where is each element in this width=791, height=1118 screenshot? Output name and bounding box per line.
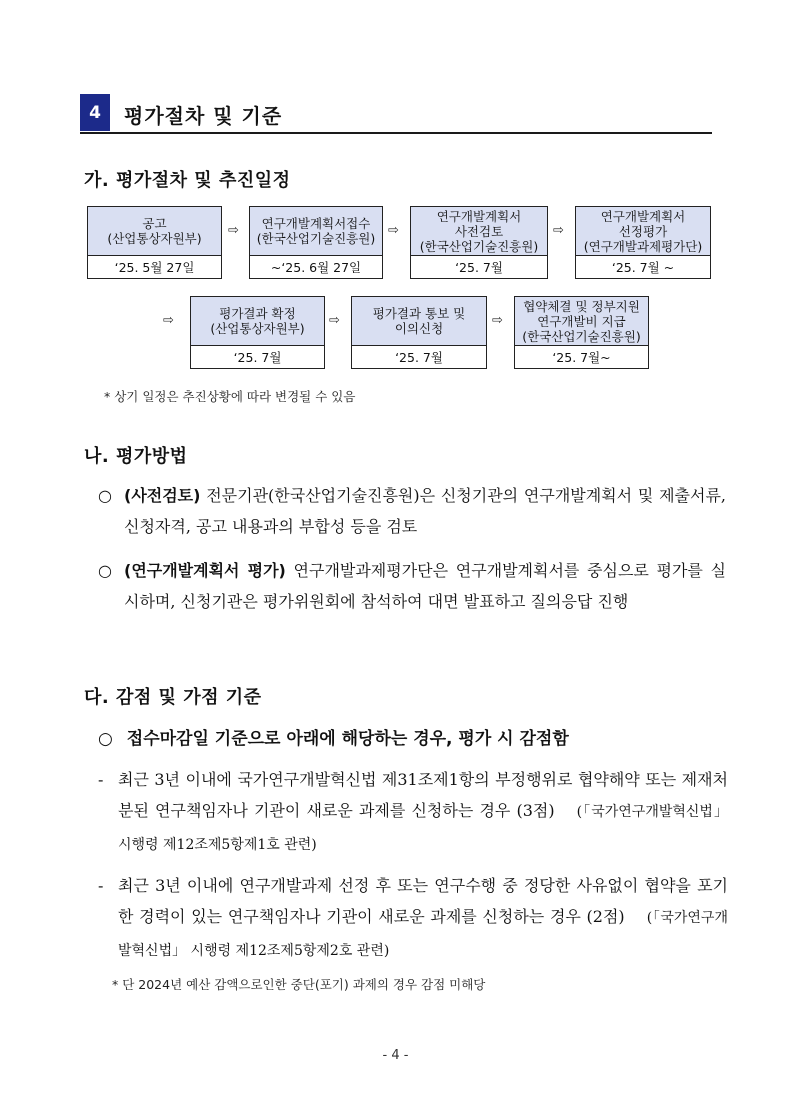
flow-step-3-line-2: 사전검토 — [454, 223, 504, 239]
flow-step-3-date: ‘25. 7월 — [455, 260, 503, 275]
flow-step-4 — [575, 206, 711, 279]
circle-bullet-icon: ○ — [98, 729, 113, 749]
flow-step-7-line-2: 연구개발비 지급 — [537, 313, 626, 329]
deduction-item-1-ref: (「국가연구개발혁신법」 시행령 제12조제5항제1호 관련) — [118, 804, 728, 853]
flow-step-1-date: ‘25. 5월 27일 — [114, 260, 195, 275]
section-title: 평가절차 및 기준 — [124, 104, 283, 128]
page-number: - 4 - — [382, 1048, 409, 1063]
flow-step-2 — [249, 206, 383, 279]
deduction-item-1 — [98, 764, 728, 861]
dash-bullet: - — [98, 876, 104, 895]
deduction-item-2-ref: (「국가연구개발혁신법」 시행령 제12조제5항제2호 관련) — [118, 910, 728, 959]
flow-step-4-line-1: 연구개발계획서 — [600, 208, 686, 224]
deduction-headline — [98, 724, 569, 749]
section-header — [80, 94, 712, 134]
method-item-1-label: (사전검토) — [124, 486, 201, 505]
flow-arrow-icon: ⇨ — [163, 313, 174, 328]
flow-step-6 — [351, 296, 487, 369]
subheading-b: 나. 평가방법 — [84, 446, 188, 467]
flow-step-7 — [514, 296, 649, 369]
method-item-1-text: 전문기관(한국산업기술진흥원)은 신청기관의 연구개발계획서 및 제출서류, 신청자격, 공고 내용과의 부합성 등을 검토 — [124, 486, 726, 536]
flow-arrow-icon: ⇨ — [388, 223, 399, 238]
flow-step-3-line-3: (한국산업기술진흥원) — [419, 238, 539, 254]
flow-step-1-line-1: 공고 — [142, 216, 167, 231]
flow-step-5-line-1: 평가결과 확정 — [219, 306, 296, 321]
deduction-item-2 — [98, 870, 728, 967]
schedule-note: * 상기 일정은 추진상황에 따라 변경될 수 있음 — [104, 389, 356, 404]
circle-bullet-icon: ○ — [98, 561, 112, 580]
section-number: 4 — [80, 94, 110, 131]
method-item-2-text: 연구개발과제평가단은 연구개발계획서를 중심으로 평가를 실시하며, 신청기관은 평가위원회에 참석하여 대면 발표하고 질의응답 진행 — [124, 561, 726, 611]
deduction-note: * 단 2024년 예산 감액으로인한 중단(포기) 과제의 경우 감점 미해당 — [112, 977, 486, 992]
flow-step-5 — [190, 296, 325, 369]
flow-step-5-date: ‘25. 7월 — [233, 350, 282, 365]
circle-bullet-icon: ○ — [98, 486, 112, 505]
flow-step-2-line-1: 연구개발계획서접수 — [261, 216, 371, 231]
deduction-item-2-text: 최근 3년 이내에 연구개발과제 선정 후 또는 연구수행 중 정당한 사유없이 협약을 포기한 경력이 있는 연구책임자나 기관이 새로운 과제를 신청하는 경우 (2점) — [118, 876, 728, 926]
flow-step-5-line-2: (산업통상자원부) — [210, 321, 305, 336]
subheading-c: 다. 감점 및 가점 기준 — [84, 687, 262, 708]
flow-step-1-line-2: (산업통상자원부) — [107, 231, 202, 246]
flow-arrow-icon: ⇨ — [228, 223, 239, 238]
flow-step-4-line-3: (연구개발과제평가단) — [583, 238, 703, 254]
method-item-1 — [98, 480, 726, 542]
flow-step-3-line-1: 연구개발계획서 — [436, 208, 522, 224]
flow-step-3 — [410, 206, 548, 279]
flow-arrow-icon: ⇨ — [553, 223, 564, 238]
flow-step-7-line-1: 협약체결 및 정부지원 — [523, 298, 640, 314]
flow-step-6-date: ‘25. 7월 — [395, 350, 443, 365]
flow-step-2-date: ~‘25. 6월 27일 — [270, 260, 362, 275]
flow-step-1 — [87, 206, 222, 279]
method-item-2-label: (연구개발계획서 평가) — [124, 561, 286, 580]
flow-step-6-line-2: 이의신청 — [394, 321, 444, 336]
flow-step-6-line-1: 평가결과 통보 및 — [372, 306, 466, 321]
subheading-a: 가. 평가절차 및 추진일정 — [84, 170, 291, 191]
flow-step-7-date: ‘25. 7월~ — [552, 350, 611, 365]
dash-bullet: - — [98, 770, 104, 789]
flow-step-4-date: ‘25. 7월 ~ — [611, 260, 675, 275]
deduction-item-1-text: 최근 3년 이내에 국가연구개발혁신법 제31조제1항의 부정행위로 협약해약 또는 제재처분된 연구책임자나 기관이 새로운 과제를 신청하는 경우 (3점) — [118, 770, 728, 820]
method-item-2 — [98, 555, 726, 617]
flow-step-2-line-2: (한국산업기술진흥원) — [256, 231, 376, 246]
deduction-headline-text: 접수마감일 기준으로 아래에 해당하는 경우, 평가 시 감점함 — [126, 729, 569, 749]
flow-arrow-icon: ⇨ — [492, 313, 503, 328]
flow-step-4-line-2: 선정평가 — [618, 223, 668, 239]
flow-step-7-line-3: (한국산업기술진흥원) — [522, 328, 641, 344]
flow-arrow-icon: ⇨ — [329, 313, 340, 328]
